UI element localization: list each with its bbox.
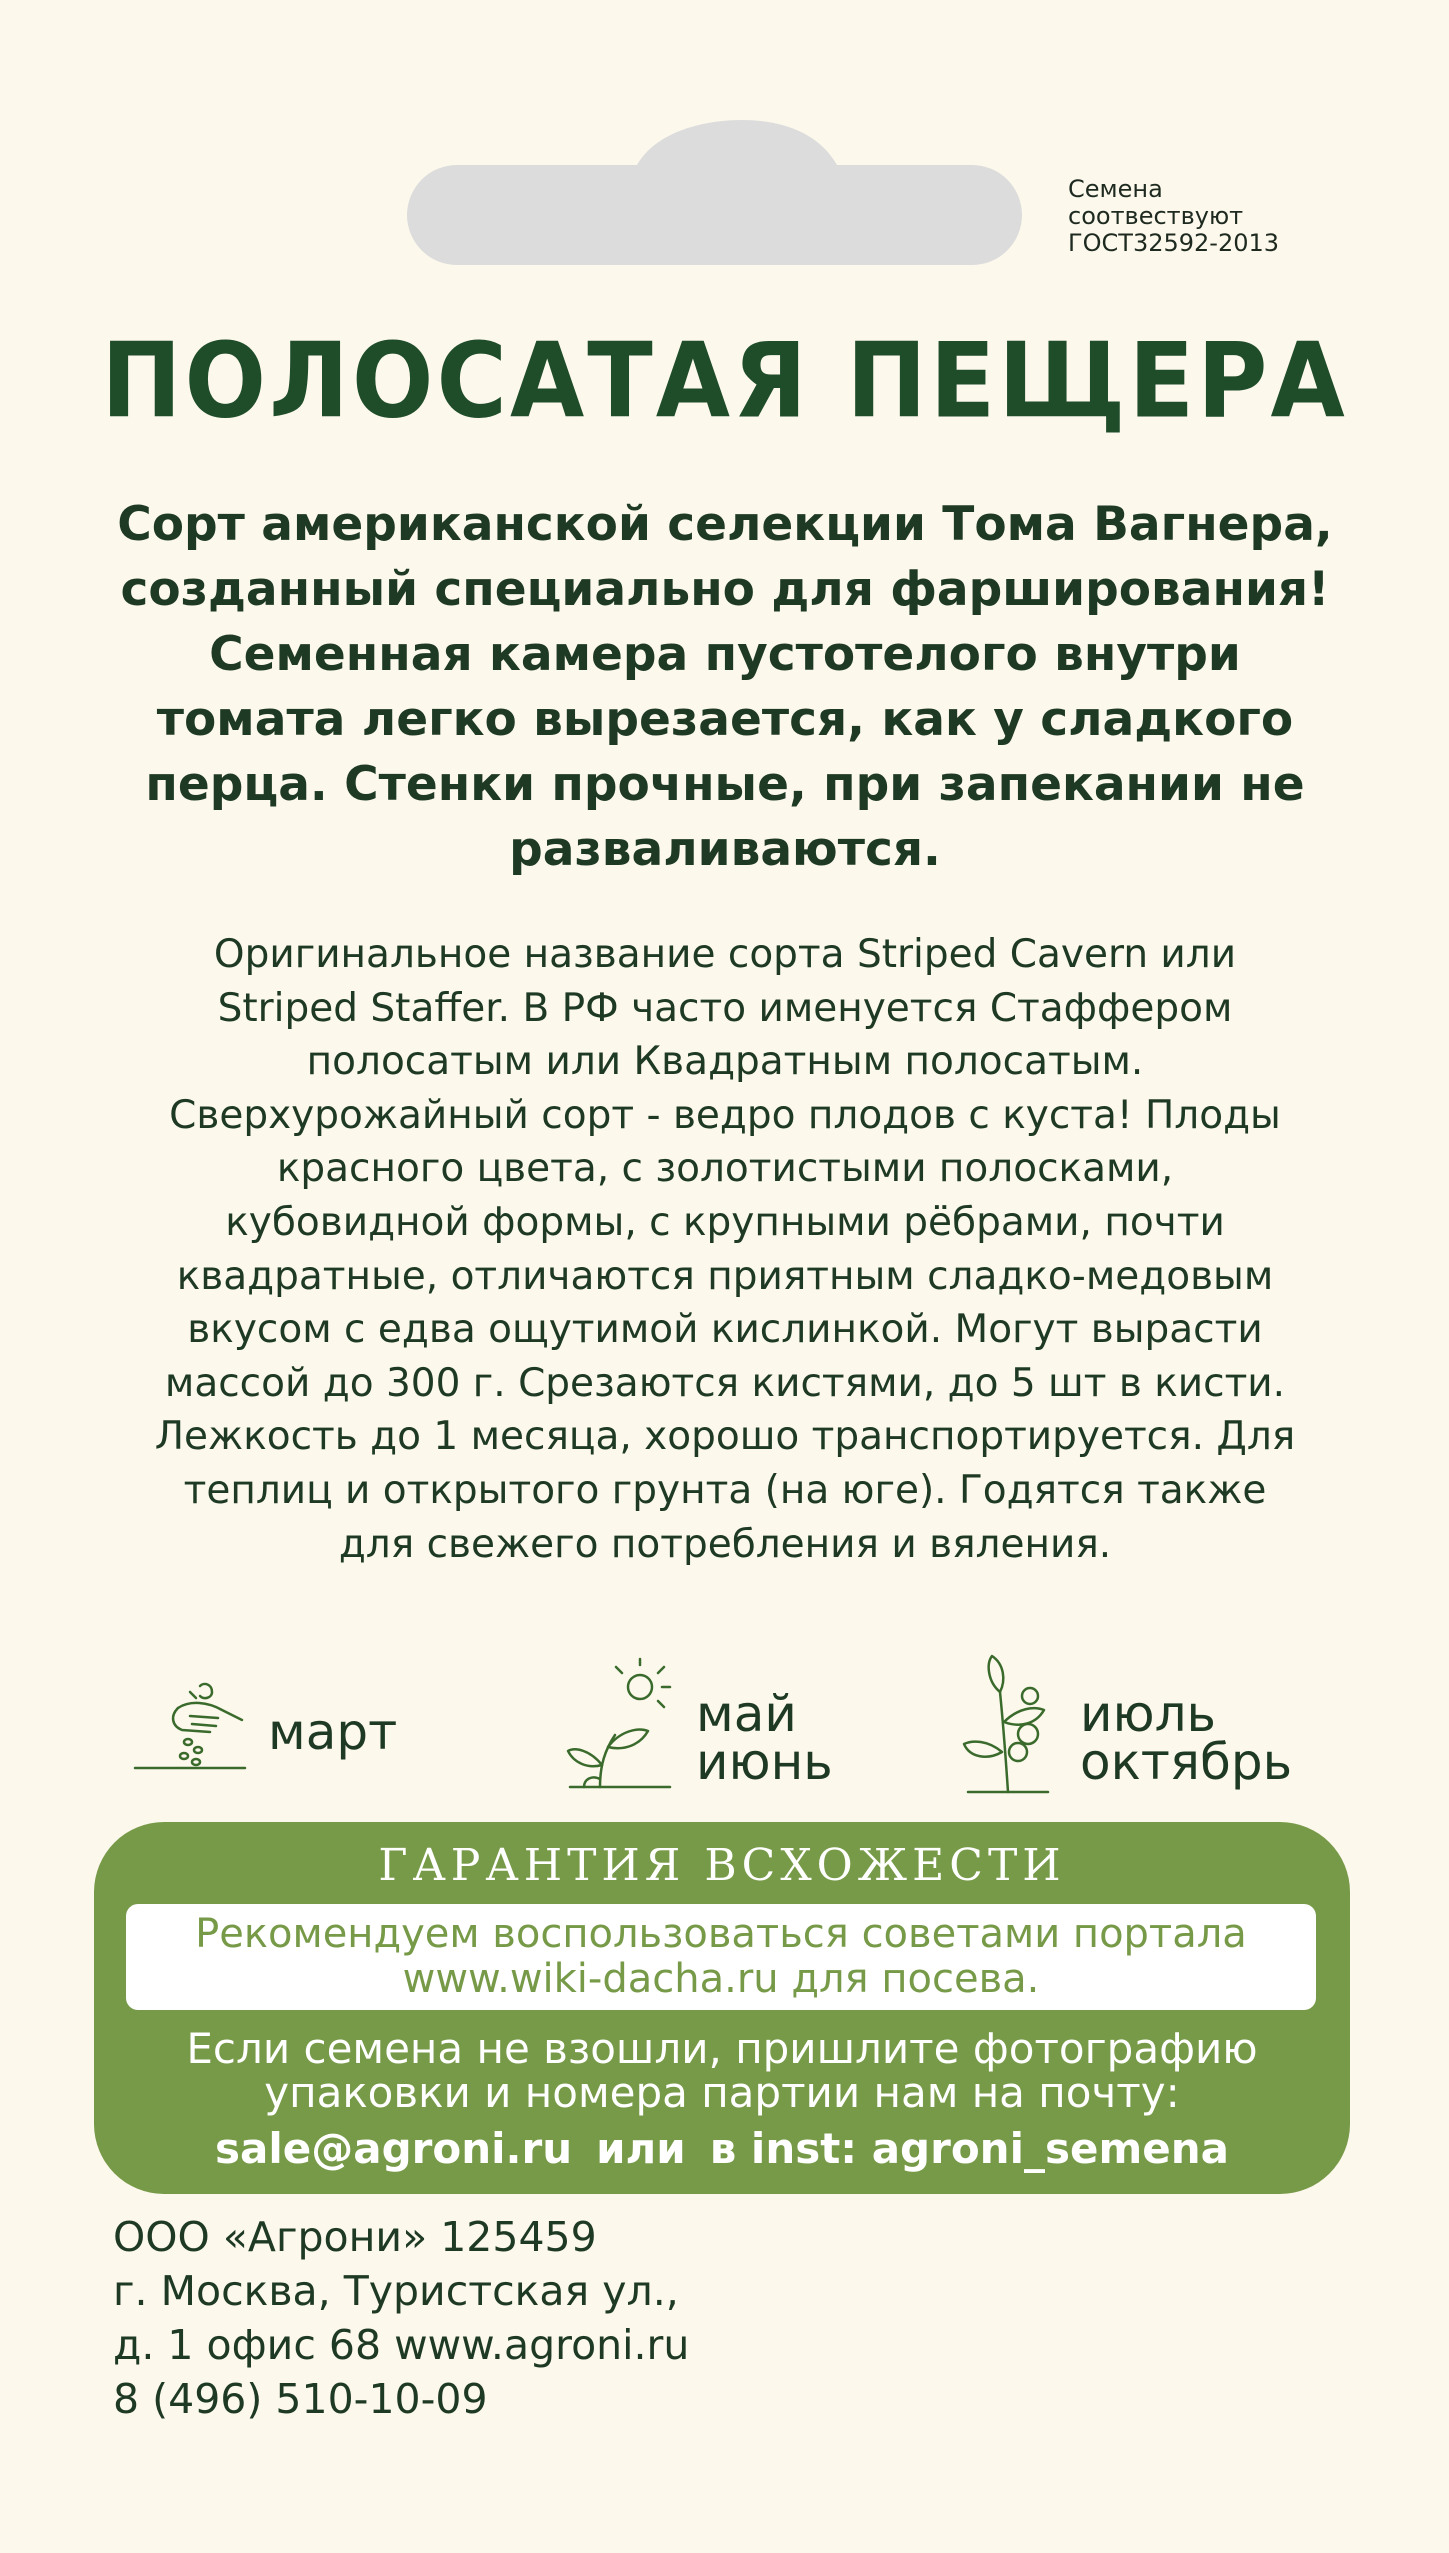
schedule-seedling-label [696, 1685, 833, 1791]
description-paragraph [70, 928, 1380, 1571]
gost-line: ГОСТ32592-2013 [1068, 229, 1280, 257]
description-line: Сверхурожайный сорт - ведро плодов с куста! Плоды [169, 1092, 1281, 1138]
address-line: г. Москва, Туристская ул., [113, 2267, 679, 2315]
description-line: массой до 300 г. Срезаются кистями, до 5 шт в кисти. [164, 1360, 1286, 1406]
description-line: вкусом с едва ощутимой кислинкой. Могут вырасти [187, 1307, 1263, 1353]
lead-line: перца. Стенки прочные, при запекании не [145, 757, 1305, 812]
schedule-month: октябрь [1080, 1733, 1293, 1791]
contact-instagram: в inst: agroni_semena [709, 2124, 1229, 2173]
address-line: 8 (496) 510-10-09 [113, 2375, 488, 2423]
schedule-month: май [696, 1685, 797, 1743]
guarantee-contacts [94, 2124, 1350, 2173]
recommendation-line: Рекомендуем воспользоваться советами портала [195, 1911, 1247, 1957]
recommendation-box [126, 1904, 1316, 2010]
description-line: полосатым или Квадратным полосатым. [306, 1039, 1144, 1085]
guarantee-panel [94, 1822, 1350, 2194]
gost-line: соотвествуют [1068, 202, 1244, 230]
gost-line: Семена [1068, 175, 1163, 203]
seedling-sun-icon [560, 1655, 680, 1795]
recommendation-text [126, 1912, 1316, 2002]
harvest-plant-icon [958, 1652, 1058, 1797]
contact-or: или [596, 2124, 686, 2173]
schedule-month: июнь [696, 1733, 833, 1791]
lead-line: Сорт американской селекции Тома Вагнера, [117, 497, 1333, 552]
description-line: красного цвета, с золотистыми полосками, [276, 1146, 1174, 1192]
schedule-month: март [268, 1703, 398, 1761]
schedule-sowing-label [268, 1703, 398, 1761]
gost-note [1068, 176, 1279, 257]
lead-line: созданный специально для фарширования! [120, 562, 1330, 617]
description-line: теплиц и открытого грунта (на юге). Годятся также [183, 1467, 1267, 1513]
description-line: Лежкость до 1 месяца, хорошо транспортируется. Для [154, 1414, 1296, 1460]
description-line: квадратные, отличаются приятным сладко-медовым [176, 1253, 1274, 1299]
address-line: ООО «Агрони» 125459 [113, 2213, 597, 2261]
contact-email: sale@agroni.ru [215, 2124, 573, 2173]
company-address [113, 2210, 689, 2426]
description-line: Оригинальное название сорта Striped Cavern или [213, 932, 1237, 977]
lead-line: разваливаются. [509, 822, 941, 877]
lead-paragraph [60, 492, 1390, 882]
product-title: ПОЛОСАТАЯ ПЕЩЕРА [101, 320, 1348, 442]
guarantee-body-line: Если семена не взошли, пришлите фотографию [186, 2024, 1258, 2073]
schedule-harvest-label [1080, 1685, 1293, 1791]
address-line: д. 1 офис 68 www.agroni.ru [113, 2321, 690, 2369]
recommendation-line: www.wiki-dacha.ru для посева. [402, 1956, 1040, 2002]
sowing-hand-icon [130, 1680, 255, 1780]
description-line: кубовидной формы, с крупными рёбрами, почти [225, 1199, 1225, 1245]
guarantee-body-line: упаковки и номера партии нам на почту: [264, 2068, 1180, 2117]
lead-line: томата легко вырезается, как у сладкого [156, 692, 1294, 747]
description-line: для свежего потребления и вяления. [338, 1521, 1112, 1567]
guarantee-title: ГАРАНТИЯ ВСХОЖЕСТИ [378, 1840, 1066, 1891]
hanger-hole-shape [407, 120, 1022, 265]
description-line: Striped Staffer. В РФ часто именуется Стаффером [217, 985, 1233, 1031]
schedule-month: июль [1080, 1685, 1217, 1743]
lead-line: Семенная камера пустотелого внутри [209, 627, 1241, 682]
guarantee-body [94, 2024, 1350, 2117]
